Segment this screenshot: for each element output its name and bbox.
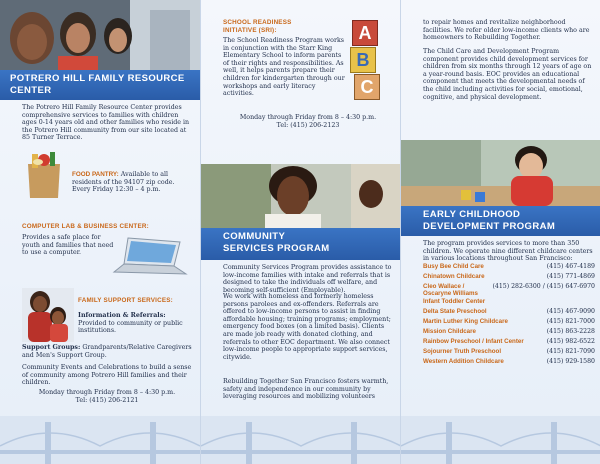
childcare-center-name: Chinatown Childcare (423, 273, 485, 280)
childcare-center-row (423, 328, 595, 335)
info-referrals-text: Provided to community or public institutions. (78, 319, 183, 335)
childcare-center-phone: (415) 821-7000 (546, 317, 595, 325)
srp-phone: Tel: (415) 206-2123 (276, 122, 340, 129)
woman-photo (201, 164, 400, 228)
childcare-center-row (423, 263, 595, 270)
childcare-center-name: Sojourner Truth Preschool (423, 347, 502, 355)
laptop-image (110, 236, 190, 278)
early-childhood-intro: The program provides services to more than 350 children. We operate nine different childcare centers in various locations throughout San Francisco: (423, 240, 593, 263)
child-playing-photo (401, 140, 600, 206)
bridge-graphic (0, 416, 200, 464)
srp-hours: Monday through Friday from 8 – 4:30 p.m. (239, 114, 377, 121)
community-services-p2: We work with homeless and formerly homeless persons parolees and ex-offenders. Referrals are offered to low-income persons to assist in finding affordable housing; training programs; employment; emergency food boxes (on a limited basis). Clients are made job ready with donated clothing, and referrals to other EOC department. We also connect low-income people to appropriate support services, citywide. (223, 293, 391, 361)
childcare-center-phone: (415) 467-4189 (546, 263, 595, 270)
childcare-center-phone: (415) 929-1580 (546, 357, 595, 365)
children-photo (0, 0, 200, 70)
intro-text: The Potrero Hill Family Resource Center provides comprehensive services to families with children ages 0-14 years old and other families who reside in the Potrero Hill community from our site located at 85 Turner Terrace. (22, 104, 190, 142)
childcare-center-row (423, 308, 595, 315)
family-center-phone: Tel: (415) 206-2121 (75, 397, 139, 404)
srp-text: The School Readiness Program works in conjunction with the Starr King Elementary School to inform parents of their rights and responsibilities. As well, it helps parents prepare their children for kindergarten through our workshops and early literacy activities. (223, 37, 345, 98)
food-pantry-block (72, 171, 192, 194)
info-referrals-label: Information & Referrals: (78, 312, 166, 319)
childcare-center-name: Busy Bee Child Care (423, 263, 484, 270)
support-groups-text: Grandparents/Relative Caregivers and Men's Support Group. (22, 344, 192, 359)
childcare-center-name: Western Addition Childcare (423, 357, 504, 365)
family-support-heading: FAMILY SUPPORT SERVICES: (78, 297, 173, 304)
childcare-center-name: Delta State Preschool (423, 307, 487, 315)
childcare-center-row (423, 273, 595, 280)
early-childhood-title (401, 206, 600, 236)
food-pantry-label: FOOD PANTRY: (72, 171, 119, 178)
childcare-center-phone: (415) 771-4869 (546, 273, 595, 280)
childcare-center-phone: (415) 982-6522 (546, 337, 595, 345)
block-c: C (354, 74, 380, 100)
early-childhood-title-line2: DEVELOPMENT PROGRAM (423, 221, 556, 232)
childcare-center-name: Rainbow Preschool / Infant Center (423, 337, 524, 345)
grocery-bag-image (22, 150, 66, 200)
support-groups-block (22, 344, 192, 359)
abc-blocks-image (348, 20, 384, 102)
community-services-p3: Rebuilding Together San Francisco fosters warmth, safety and independence in our community by leveraging resources and mobilizing volunteers (223, 378, 389, 401)
srp-heading-line2: INITIATIVE (SRI): (223, 27, 277, 34)
community-services-title (201, 228, 400, 260)
rebuilding-together-continued: to repair homes and revitalize neighborhood facilities. We refer older low-income clients who are homeowners to Rebuilding Together. (423, 19, 590, 42)
community-services-p1: Community Services Program provides assistance to low-income families with intake and referrals that is designed to take the individuals off welfare, and becoming self-sufficient (Employable). (223, 264, 392, 294)
early-childhood-title-line1: EARLY CHILDHOOD (423, 209, 521, 220)
childcare-center-row (423, 338, 595, 345)
community-events-text: Community Events and Celebrations to build a sense of community among Potrero Hill families and their children. (22, 364, 192, 387)
family-center-hours: Monday through Friday from 8 – 4:30 p.m. (38, 389, 176, 396)
food-pantry-text: Available to all residents of the 94107 zip code. Every Friday 12:30 – 4 p.m. (72, 171, 175, 194)
community-services-title-line1: COMMUNITY (223, 231, 286, 242)
childcare-center-row (423, 283, 595, 305)
community-services-title-line2: SERVICES PROGRAM (223, 243, 330, 254)
childcare-center-row (423, 348, 595, 355)
bridge-graphic (201, 416, 400, 464)
computer-lab-text: Provides a safe place for youth and families that need to use a computer. (22, 234, 114, 257)
support-groups-label: Support Groups: (22, 344, 81, 351)
childcare-center-row (423, 318, 595, 325)
childcare-center-phone: (415) 863-2228 (546, 327, 595, 335)
panel-early-childhood (400, 0, 600, 464)
childcare-center-name: Cleo Wallace / Oscaryne Williams Infant Toddler Center (423, 283, 486, 305)
srp-heading-line1: SCHOOL READINESS (223, 19, 292, 26)
childcare-centers-list (423, 263, 595, 368)
bridge-graphic (401, 416, 600, 464)
childcare-center-phone: (415) 821-7090 (546, 347, 595, 355)
family-resource-center-title: POTRERO HILL FAMILY RESOURCE CENTER (0, 70, 200, 100)
childcare-center-name: Mission Childcare (423, 327, 476, 335)
childcare-center-name: Martin Luther King Childcare (423, 317, 508, 325)
info-referrals-block (78, 312, 193, 335)
block-a: A (352, 20, 378, 46)
block-b: B (350, 47, 376, 73)
childcare-center-phone: (415) 467-9090 (546, 307, 595, 315)
panel-community-services (200, 0, 400, 464)
childcare-center-phone: (415) 282-6300 / (415) 647-6970 (492, 283, 595, 290)
panel-family-resource-center (0, 0, 200, 464)
child-care-development-text: The Child Care and Development Program component provides child development services for children from six months through 12 years of age on a year-round basis. EOC provides an educational component that meets the developmental needs of the child including activities for social, emotional, cognitive, and physical development. (423, 48, 592, 101)
family-photo (22, 288, 74, 342)
computer-lab-heading: COMPUTER LAB & BUSINESS CENTER: (22, 223, 149, 230)
childcare-center-row (423, 358, 595, 365)
